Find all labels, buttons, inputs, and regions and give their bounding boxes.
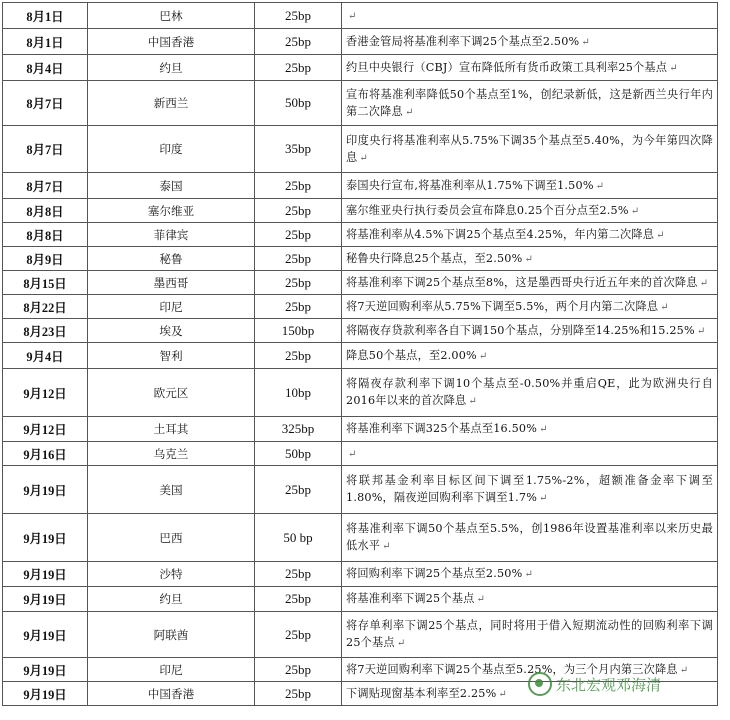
watermark-text: 东北宏观邓海清 — [556, 675, 662, 694]
date-cell-text: 9月19日 — [23, 483, 67, 498]
bp-cell-text: 25bp — [285, 226, 311, 242]
table-row — [3, 55, 718, 81]
description-cell-text: 将基准利率从4.5%下调25个基点至4.25%，年内第二次降息 — [346, 227, 655, 241]
description-cell-text: 将存单利率下调25个基点，同时将用于借入短期流动性的回购利率下调25个基点 — [346, 619, 713, 649]
country-cell-text: 秘鲁 — [159, 251, 183, 266]
date-cell-text: 8月7日 — [26, 143, 64, 157]
description-cell — [342, 247, 718, 271]
paragraph-mark-icon: ↵ — [348, 10, 357, 22]
country-cell-text: 沙特 — [159, 567, 183, 581]
bp-cell-text: 25bp — [285, 591, 311, 606]
date-cell — [3, 343, 88, 369]
rate-cut-table — [2, 2, 718, 706]
country-cell-text: 中国香港 — [147, 34, 195, 49]
bp-cell — [255, 126, 342, 173]
date-cell-text: 9月19日 — [23, 687, 67, 702]
description-cell — [342, 369, 718, 417]
country-cell-text: 菲律宾 — [153, 227, 189, 242]
date-cell — [3, 126, 88, 173]
paragraph-mark-icon: ↵ — [630, 205, 640, 217]
description-cell — [342, 442, 718, 466]
rate-cut-table-frame — [2, 2, 728, 720]
country-cell — [88, 81, 255, 126]
paragraph-mark-icon: ↵ — [669, 62, 678, 74]
date-cell — [3, 199, 88, 223]
description-cell-text: 约旦中央银行（CBJ）宣布降低所有货币政策工具利率25个基点 — [346, 60, 668, 74]
date-cell — [3, 55, 88, 81]
country-cell-text: 印度 — [159, 142, 183, 156]
description-cell-text: 降息50个基点，至2.00% — [346, 348, 477, 362]
bp-cell — [255, 81, 342, 126]
date-cell-text: 8月7日 — [26, 97, 64, 111]
bp-cell — [255, 562, 342, 587]
bp-cell-text: 10bp — [285, 384, 311, 400]
paragraph-mark-icon: ↵ — [539, 493, 548, 504]
bp-cell — [255, 343, 342, 369]
date-cell — [3, 319, 88, 343]
country-cell — [88, 247, 255, 271]
table-row — [3, 81, 718, 126]
date-cell-text: 8月22日 — [23, 300, 67, 315]
country-cell — [88, 442, 255, 466]
bp-cell-text: 25bp — [285, 566, 311, 581]
country-cell — [88, 199, 255, 223]
date-cell-text: 8月15日 — [23, 276, 67, 291]
description-cell — [342, 587, 718, 612]
bp-cell-text: 25bp — [285, 250, 311, 266]
description-cell-text: 秘鲁央行降息25个基点，至2.50% — [346, 251, 523, 265]
bp-cell-text: 25bp — [285, 661, 311, 677]
bp-cell — [255, 466, 342, 514]
description-cell-text: 将隔夜存贷款利率各自下调150个基点，分别降至14.25%和15.25% — [346, 323, 695, 337]
bp-cell-text: 325bp — [281, 421, 315, 436]
paragraph-mark-icon: ↵ — [699, 277, 709, 289]
country-cell-text: 阿联酋 — [153, 627, 189, 642]
country-cell — [88, 658, 255, 682]
paragraph-mark-icon: ↵ — [498, 688, 508, 700]
date-cell-text: 9月12日 — [23, 386, 67, 401]
description-cell-text: 印度央行将基准利率从5.75%下调35个基点至5.40%，为今年第四次降息 — [346, 133, 713, 164]
paragraph-mark-icon: ↵ — [595, 180, 605, 192]
bp-cell — [255, 587, 342, 612]
table-row — [3, 29, 718, 55]
description-cell — [342, 466, 718, 514]
paragraph-mark-icon: ↵ — [581, 36, 590, 48]
date-cell — [3, 514, 88, 562]
description-cell — [342, 81, 718, 126]
description-cell-text: 香港金管局将基准利率下调25个基点至2.50% — [346, 34, 580, 48]
bp-cell-text: 50bp — [285, 445, 311, 461]
country-cell — [88, 369, 255, 417]
description-cell-text: 宣布将基准利率降低50个基点至1%，创纪录新低，这是新西兰央行年内第二次降息 — [346, 87, 713, 118]
country-cell — [88, 587, 255, 612]
country-cell-text: 欧元区 — [153, 385, 189, 400]
bp-cell — [255, 29, 342, 55]
bp-cell — [255, 247, 342, 271]
table-row — [3, 612, 718, 658]
table-row — [3, 466, 718, 514]
bp-cell — [255, 295, 342, 319]
description-cell — [342, 343, 718, 369]
date-cell-text: 8月8日 — [26, 228, 64, 243]
description-cell — [342, 295, 718, 319]
country-cell-text: 约旦 — [159, 60, 183, 75]
bp-cell-text: 25bp — [285, 626, 311, 642]
description-cell-text: 塞尔维亚央行执行委员会宣布降息0.25个百分点至2.5% — [346, 203, 629, 217]
table-row — [3, 369, 718, 417]
country-cell — [88, 343, 255, 369]
bp-cell — [255, 514, 342, 562]
description-cell — [342, 514, 718, 562]
date-cell — [3, 295, 88, 319]
country-cell-text: 约旦 — [159, 592, 183, 606]
country-cell — [88, 682, 255, 706]
description-cell-text: 将隔夜存款利率下调10个基点至-0.50%并重启QE，此为欧洲央行自2016年以来的首次降息 — [346, 377, 713, 407]
description-cell — [342, 562, 718, 587]
description-cell — [342, 126, 718, 173]
date-cell — [3, 247, 88, 271]
date-cell-text: 9月12日 — [23, 423, 67, 437]
country-cell-text: 土耳其 — [153, 422, 189, 436]
date-cell-text: 9月19日 — [23, 593, 67, 607]
date-cell — [3, 173, 88, 199]
country-cell-text: 印尼 — [159, 299, 183, 314]
country-cell — [88, 223, 255, 247]
paragraph-mark-icon: ↵ — [656, 229, 665, 241]
bp-cell — [255, 319, 342, 343]
description-cell — [342, 612, 718, 658]
paragraph-mark-icon: ↵ — [478, 350, 488, 362]
country-cell-text: 泰国 — [159, 178, 183, 193]
date-cell — [3, 466, 88, 514]
date-cell — [3, 562, 88, 587]
table-row — [3, 514, 718, 562]
country-cell-text: 印尼 — [159, 662, 183, 677]
country-cell — [88, 466, 255, 514]
table-row — [3, 417, 718, 442]
bp-cell-text: 25bp — [285, 298, 311, 314]
table-row — [3, 442, 718, 466]
bp-cell-text: 35bp — [285, 141, 311, 156]
date-cell — [3, 658, 88, 682]
date-cell-text: 8月1日 — [26, 9, 64, 24]
bp-cell-text: 25bp — [285, 481, 311, 497]
description-cell-text: 将回购利率下调25个基点至2.50% — [346, 567, 523, 580]
paragraph-mark-icon: ↵ — [476, 594, 486, 605]
date-cell — [3, 3, 88, 29]
paragraph-mark-icon: ↵ — [524, 253, 534, 265]
country-cell-text: 智利 — [159, 348, 183, 363]
date-cell-text: 9月19日 — [23, 628, 67, 643]
country-cell — [88, 562, 255, 587]
description-cell-text: 将基准利率下调50个基点至5.5%，创1986年设置基准利率以来历史最低水平 — [346, 522, 713, 552]
paragraph-mark-icon: ↵ — [696, 325, 706, 337]
country-cell-text: 乌克兰 — [153, 446, 189, 461]
bp-cell-text: 50 bp — [283, 529, 313, 545]
description-cell — [342, 417, 718, 442]
date-cell — [3, 81, 88, 126]
paragraph-mark-icon: ↵ — [382, 541, 391, 552]
date-cell-text: 8月7日 — [26, 179, 64, 194]
table-row — [3, 173, 718, 199]
bp-cell-text: 25bp — [285, 685, 311, 701]
bp-cell — [255, 55, 342, 81]
country-cell — [88, 319, 255, 343]
date-cell — [3, 417, 88, 442]
country-cell — [88, 126, 255, 173]
bp-cell — [255, 223, 342, 247]
date-cell — [3, 682, 88, 706]
country-cell-text: 埃及 — [159, 323, 183, 338]
country-cell — [88, 271, 255, 295]
bp-cell — [255, 3, 342, 29]
date-cell-text: 9月4日 — [26, 349, 64, 364]
description-cell-text: 将基准利率下调25个基点 — [346, 592, 475, 605]
bp-cell-text: 25bp — [285, 202, 311, 218]
description-cell — [342, 29, 718, 55]
table-row — [3, 587, 718, 612]
description-cell — [342, 199, 718, 223]
date-cell-text: 8月1日 — [26, 35, 64, 50]
table-row — [3, 199, 718, 223]
paragraph-mark-icon: ↵ — [539, 424, 548, 435]
table-row — [3, 3, 718, 29]
table-row — [3, 126, 718, 173]
date-cell — [3, 29, 88, 55]
bp-cell-text: 25bp — [285, 177, 311, 193]
bp-cell-text: 150bp — [281, 322, 315, 338]
description-cell-text: 将7天逆回购利率从5.75%下调至5.5%，两个月内第二次降息 — [346, 299, 659, 313]
paragraph-mark-icon: ↵ — [679, 664, 689, 676]
country-cell-text: 中国香港 — [147, 686, 195, 701]
bp-cell-text: 25bp — [285, 33, 311, 49]
date-cell-text: 8月23日 — [23, 324, 67, 339]
country-cell-text: 新西兰 — [153, 96, 189, 110]
bp-cell — [255, 173, 342, 199]
description-cell-text: 将基准利率下调25个基点至8%，这是墨西哥央行近五年来的首次降息 — [346, 275, 698, 289]
paragraph-mark-icon: ↵ — [660, 301, 669, 313]
table-row — [3, 271, 718, 295]
bp-cell — [255, 417, 342, 442]
table-row — [3, 343, 718, 369]
wechat-logo-icon — [528, 672, 552, 696]
bp-cell-text: 25bp — [285, 7, 311, 23]
bp-cell — [255, 658, 342, 682]
table-row — [3, 319, 718, 343]
date-cell — [3, 223, 88, 247]
country-cell-text: 巴西 — [159, 530, 183, 545]
paragraph-mark-icon: ↵ — [348, 448, 357, 460]
date-cell — [3, 442, 88, 466]
description-cell — [342, 223, 718, 247]
description-cell-text: 将7天逆回购利率下调25个基点至5.25%，为三个月内第三次降息 — [346, 662, 678, 676]
date-cell-text: 9月19日 — [23, 663, 67, 678]
country-cell — [88, 417, 255, 442]
paragraph-mark-icon: ↵ — [468, 396, 477, 407]
description-cell-text: 将联邦基金利率目标区间下调至1.75%-2%，超额准备金率下调至1.80%，隔夜逆回购利率下调至1.7% — [346, 474, 713, 504]
table-row — [3, 223, 718, 247]
description-cell-text: 泰国央行宣布,将基准利率从1.75%下调至1.50% — [346, 178, 594, 192]
country-cell-text: 美国 — [159, 482, 183, 497]
description-cell — [342, 55, 718, 81]
table-row — [3, 295, 718, 319]
country-cell — [88, 514, 255, 562]
date-cell — [3, 612, 88, 658]
bp-cell — [255, 612, 342, 658]
country-cell — [88, 612, 255, 658]
bp-cell — [255, 442, 342, 466]
date-cell-text: 8月8日 — [26, 204, 64, 219]
country-cell — [88, 173, 255, 199]
date-cell-text: 9月16日 — [23, 447, 67, 462]
bp-cell — [255, 369, 342, 417]
table-row — [3, 562, 718, 587]
bp-cell-text: 25bp — [285, 274, 311, 290]
country-cell — [88, 3, 255, 29]
country-cell — [88, 29, 255, 55]
bp-cell — [255, 271, 342, 295]
date-cell-text: 9月19日 — [23, 531, 67, 546]
bp-cell-text: 25bp — [285, 347, 311, 363]
country-cell-text: 巴林 — [159, 8, 183, 23]
date-cell — [3, 271, 88, 295]
paragraph-mark-icon: ↵ — [404, 106, 414, 118]
table-row — [3, 247, 718, 271]
description-cell — [342, 271, 718, 295]
description-cell-text: 将基准利率下调325个基点至16.50% — [346, 422, 538, 435]
date-cell-text: 8月9日 — [26, 252, 64, 267]
country-cell-text: 墨西哥 — [153, 275, 189, 290]
bp-cell — [255, 682, 342, 706]
description-cell-text: 下调贴现窗基本利率至2.25% — [346, 686, 497, 700]
date-cell — [3, 587, 88, 612]
bp-cell-text: 50bp — [285, 95, 311, 110]
country-cell — [88, 55, 255, 81]
description-cell — [342, 173, 718, 199]
watermark — [528, 672, 661, 696]
description-cell — [342, 319, 718, 343]
paragraph-mark-icon: ↵ — [396, 638, 406, 649]
country-cell-text: 塞尔维亚 — [147, 203, 195, 218]
paragraph-mark-icon: ↵ — [524, 569, 534, 580]
date-cell — [3, 369, 88, 417]
date-cell-text: 9月19日 — [23, 568, 67, 582]
paragraph-mark-icon: ↵ — [359, 152, 368, 164]
bp-cell-text: 25bp — [285, 59, 311, 75]
rate-cut-table-body — [3, 3, 718, 706]
bp-cell — [255, 199, 342, 223]
date-cell-text: 8月4日 — [26, 61, 64, 76]
country-cell — [88, 295, 255, 319]
description-cell — [342, 3, 718, 29]
